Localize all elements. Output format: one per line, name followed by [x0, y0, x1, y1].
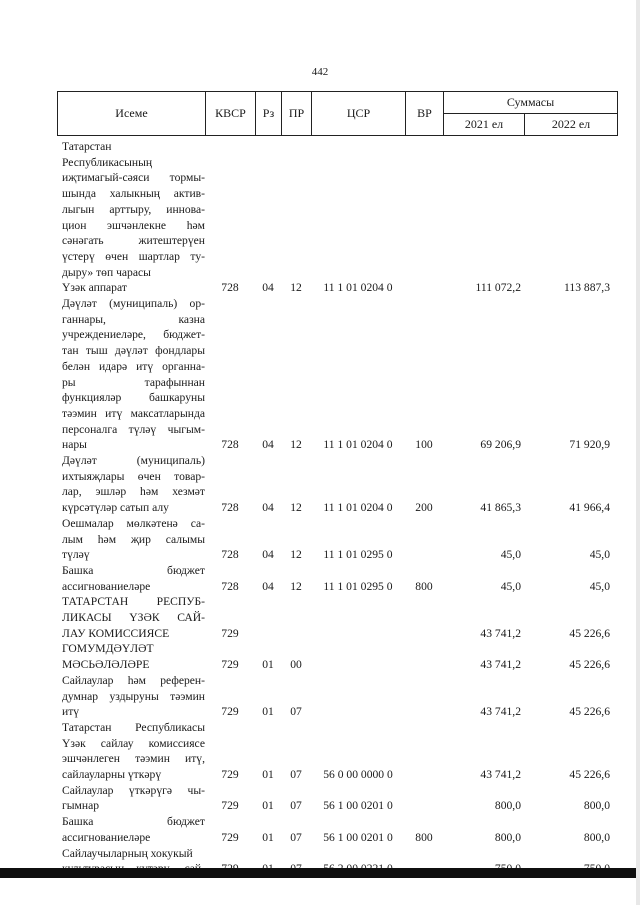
row-name-line: ихтыяҗлары өчен товар- — [62, 469, 205, 483]
header-name: Исеме — [57, 91, 206, 136]
pr-cell: 00 — [290, 658, 302, 672]
row-name-line: шында халыкның актив- — [62, 187, 205, 201]
rz-cell: 01 — [262, 705, 274, 719]
row-name — [62, 563, 205, 594]
row-name-line: думнар уздыруны тәэмин — [62, 689, 205, 703]
row-name — [62, 453, 205, 516]
row-name-line: үстерү өчен шартлар ту- — [62, 249, 205, 263]
row-name-line: итү — [62, 705, 80, 719]
header-csr: ЦСР — [311, 91, 406, 136]
row-name-line: Үзәк аппарат — [62, 281, 127, 295]
row-name-line: функцияләр башкаруны — [62, 391, 205, 405]
amount-2022-cell: 45 226,6 — [569, 626, 610, 640]
kvsr-cell: 729 — [221, 705, 239, 719]
row-name — [62, 783, 205, 814]
row-name-line: нары — [62, 438, 87, 452]
kvsr-cell: 729 — [221, 658, 239, 672]
row-name-line: ры тарафыннан — [62, 375, 205, 389]
rz-cell: 01 — [262, 830, 274, 844]
row-name-line: Башка бюджет — [62, 563, 205, 577]
header-vr: ВР — [405, 91, 444, 136]
amount-2021-cell: 800,0 — [494, 799, 521, 813]
row-name-line: тәэмин итү максатларында — [62, 406, 205, 420]
rz-cell: 04 — [262, 548, 274, 562]
pr-cell: 12 — [290, 579, 302, 593]
pr-cell: 07 — [290, 705, 302, 719]
amount-2022-cell: 113 887,3 — [564, 281, 610, 295]
row-name-line: ассигнованиеләре — [62, 830, 151, 844]
amount-2022-cell: 45 226,6 — [569, 705, 610, 719]
row-name-line: Татарстан Республикасы — [62, 720, 205, 734]
row-name-line: лар, эшләр һәм хезмәт — [62, 485, 205, 499]
row-name-line: ТАТАРСТАН РЕСПУБ- — [62, 595, 205, 609]
row-name — [62, 139, 205, 280]
csr-cell: 56 1 00 0201 0 — [323, 799, 393, 813]
rz-cell: 04 — [262, 501, 274, 515]
header-year-2022: 2022 ел — [524, 113, 618, 136]
row-name — [62, 280, 205, 296]
vr-cell: 200 — [415, 501, 433, 515]
row-name — [62, 516, 205, 563]
row-name — [62, 594, 205, 641]
kvsr-cell: 729 — [221, 768, 239, 781]
amount-2021-cell: 45,0 — [500, 548, 521, 562]
kvsr-cell: 728 — [221, 281, 239, 295]
rz-cell: 04 — [262, 579, 274, 593]
amount-2022-cell: 45 226,6 — [569, 768, 610, 781]
amount-2021-cell: 45,0 — [500, 579, 521, 593]
pr-cell: 07 — [290, 768, 302, 781]
header-rz: Рз — [255, 91, 282, 136]
vr-cell: 800 — [415, 830, 433, 844]
header-year-2021: 2021 ел — [443, 113, 525, 136]
kvsr-cell: 728 — [221, 501, 239, 515]
row-name-line: эшчәнлеген тәэмин итү, — [62, 752, 205, 766]
row-name-line: күрсәтүләр сатып алу — [62, 501, 169, 515]
vr-cell: 100 — [415, 438, 433, 452]
row-name-line: ЛИКАСЫ ҮЗӘК САЙ- — [62, 611, 205, 624]
row-name-line: Дәүләт (муниципаль) — [62, 454, 205, 467]
amount-2021-cell: 69 206,9 — [480, 438, 521, 452]
row-name-line: сайлауларны үткәрү — [62, 768, 162, 781]
row-name-line: тан тыш дәүләт фондлары — [62, 344, 205, 358]
pr-cell: 07 — [290, 799, 302, 813]
amount-2021-cell: 43 741,2 — [480, 626, 521, 640]
csr-cell: 11 1 01 0204 0 — [323, 501, 393, 515]
row-name — [62, 641, 205, 672]
row-name-line: ГОМУМДӘҮЛӘТ — [62, 642, 154, 656]
csr-cell: 11 1 01 0295 0 — [323, 548, 393, 562]
csr-cell: 56 0 00 0000 0 — [323, 768, 393, 781]
amount-2022-cell: 800,0 — [583, 799, 610, 813]
row-name-line: ЛАУ КОМИССИЯСЕ — [62, 626, 170, 640]
pr-cell: 12 — [290, 501, 302, 515]
pr-cell: 07 — [290, 830, 302, 844]
row-name-line: иҗтимагый-сәяси тормы- — [62, 171, 205, 185]
row-name-line: гымнар — [62, 799, 100, 813]
row-name-line: лыгын арттыру, иннова- — [62, 202, 205, 216]
page-number: 442 — [311, 66, 329, 78]
row-name-line: Оешмалар мөлкәтенә са- — [62, 516, 205, 530]
row-name — [62, 814, 205, 845]
amount-2021-cell: 800,0 — [494, 830, 521, 844]
kvsr-cell: 729 — [221, 626, 239, 640]
rz-cell: 04 — [262, 281, 274, 295]
amount-2021-cell: 43 741,2 — [480, 658, 521, 672]
scan-edge — [636, 0, 640, 905]
scan-border — [0, 868, 640, 878]
row-name — [62, 720, 205, 783]
rz-cell: 01 — [262, 658, 274, 672]
amount-2022-cell: 71 920,9 — [569, 438, 610, 452]
amount-2022-cell: 800,0 — [583, 830, 610, 844]
row-name-line: цион эшчәнлекне һәм — [62, 218, 205, 232]
csr-cell: 11 1 01 0204 0 — [323, 281, 393, 295]
vr-cell: 800 — [415, 579, 433, 593]
kvsr-cell: 728 — [221, 548, 239, 562]
amount-2022-cell: 41 966,4 — [569, 501, 610, 515]
row-name-line: Сайлаучыларның хокукый — [62, 846, 193, 860]
pr-cell: 12 — [290, 548, 302, 562]
header-kvsr: КВСР — [205, 91, 256, 136]
row-name-line: Республикасының — [62, 155, 153, 169]
row-name-line: Сайлаулар үткәрүгә чы- — [62, 783, 205, 797]
row-name — [62, 296, 205, 453]
row-name — [62, 673, 205, 720]
row-name-line: Башка бюджет — [62, 815, 205, 829]
rz-cell: 01 — [262, 768, 274, 781]
header-pr: ПР — [281, 91, 312, 136]
row-name-line: ассигнованиеләре — [62, 579, 151, 593]
row-name-line: персоналга түләү чыгым- — [62, 422, 205, 436]
kvsr-cell: 728 — [221, 438, 239, 452]
row-name-line: белән идарә итү органна- — [62, 359, 205, 373]
row-name-line: ганнары, казна — [62, 312, 205, 326]
row-name-line: Сайлаулар һәм референ- — [62, 673, 205, 687]
csr-cell: 11 1 01 0204 0 — [323, 438, 393, 452]
kvsr-cell: 729 — [221, 799, 239, 813]
amount-2021-cell: 43 741,2 — [480, 705, 521, 719]
row-name-line: Дәүләт (муниципаль) ор- — [62, 297, 205, 310]
row-name-line: учреждениеләре, бюджет- — [62, 328, 205, 342]
row-name-line: Татарстан — [62, 140, 112, 153]
csr-cell: 56 1 00 0201 0 — [323, 830, 393, 844]
pr-cell: 12 — [290, 438, 302, 452]
row-name-line: Үзәк сайлау комиссиясе — [62, 736, 205, 750]
amount-2021-cell: 111 072,2 — [475, 281, 521, 295]
row-name-line: сәнәгать житештерүен — [62, 234, 205, 248]
amount-2021-cell: 43 741,2 — [480, 768, 521, 781]
row-name-line: дыру» төп чарасы — [62, 265, 151, 279]
kvsr-cell: 728 — [221, 579, 239, 593]
row-name-line: түләү — [62, 548, 90, 562]
rz-cell: 01 — [262, 799, 274, 813]
pr-cell: 12 — [290, 281, 302, 295]
amount-2022-cell: 45,0 — [589, 548, 610, 562]
rz-cell: 04 — [262, 438, 274, 452]
row-name-line: МӘСЬӘЛӘЛӘРЕ — [62, 658, 150, 672]
header-sums: Суммасы — [443, 91, 618, 114]
row-name-line: лым һәм җир салымы — [62, 532, 205, 546]
kvsr-cell: 729 — [221, 830, 239, 844]
csr-cell: 11 1 01 0295 0 — [323, 579, 393, 593]
amount-2021-cell: 41 865,3 — [480, 501, 521, 515]
amount-2022-cell: 45 226,6 — [569, 658, 610, 672]
amount-2022-cell: 45,0 — [589, 579, 610, 593]
